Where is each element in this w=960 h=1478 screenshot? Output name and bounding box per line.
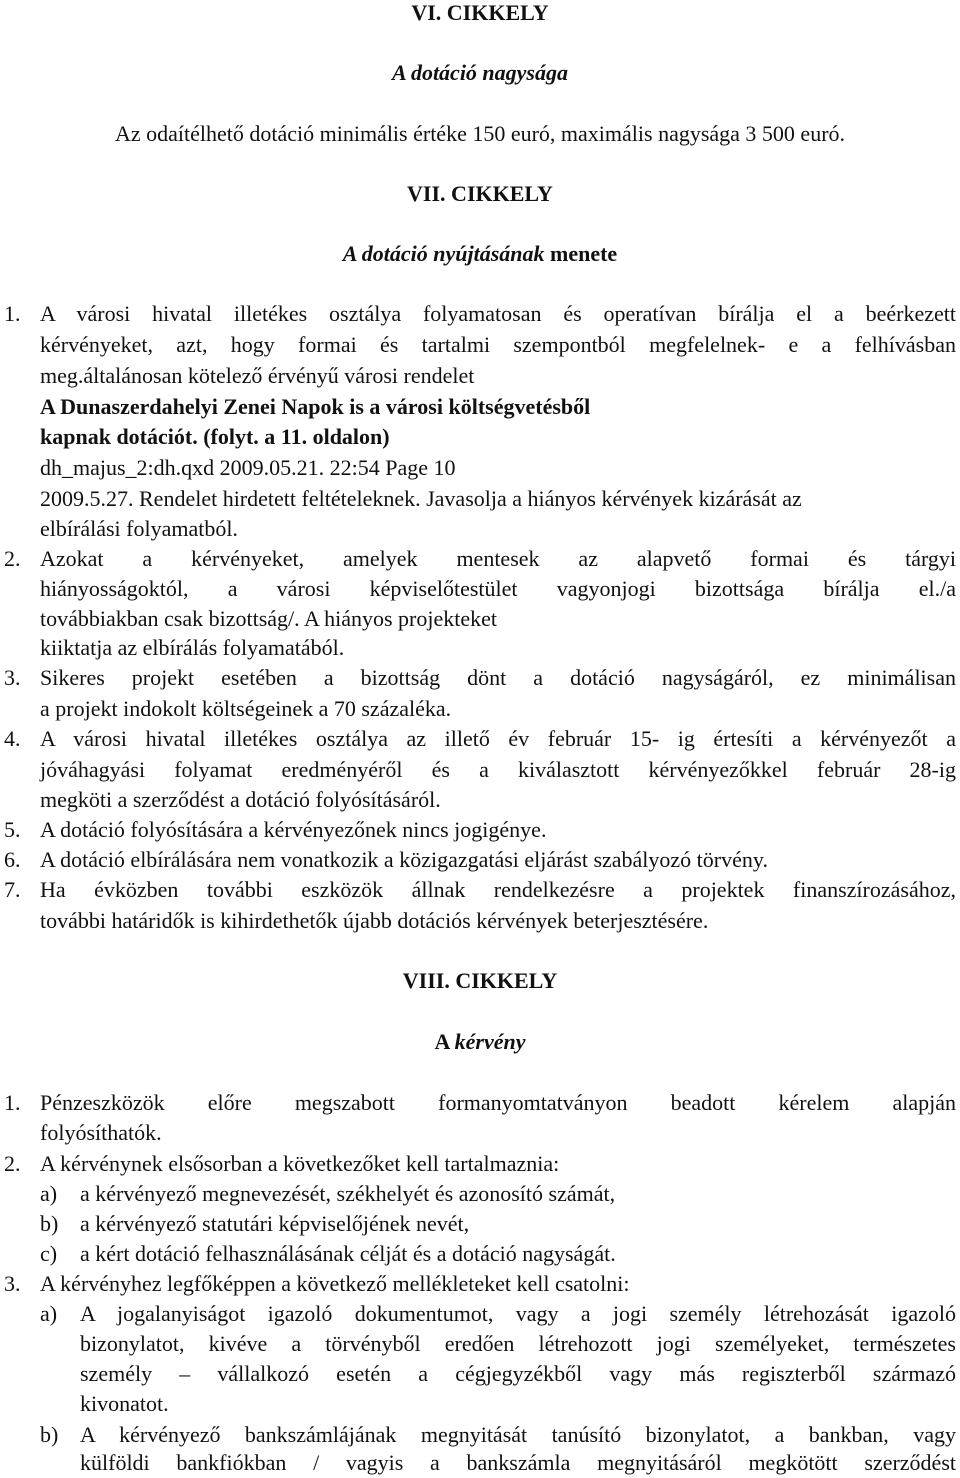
article-6-subheading: A dotáció nagysága	[391, 60, 568, 85]
article-7-subheading-italic: A dotáció nyújtásának	[342, 241, 545, 266]
art8-p3-item-b-line1: b) A kérvényező bankszámlájának megnyitását tanúsító bizonylatot, a bankban, vagy	[0, 1420, 960, 1450]
art7-p7-line1: 7. Ha évközben további eszközök állnak rendelkezésre a projektek finanszírozásához,	[0, 875, 960, 905]
art8-p3-item-a-line2: bizonylatot, kivéve a törvényből eredően létrehozott jogi személyeket, természetes	[80, 1331, 956, 1356]
art8-p3-item-a-label: a)	[40, 1301, 58, 1326]
article-7-subheading-plain: menete	[544, 241, 618, 266]
art7-p1-line7: 2009.5.27. Rendelet hirdetett feltételeknek. Javasolja a hiányos kérvények kizárását az	[40, 486, 802, 511]
art7-p6-line1: 6. A dotáció elbírálására nem vonatkozik a közigazgatási eljárást szabályozó törvény.	[0, 845, 960, 875]
art8-p3-item-a-line3: személy – vállalkozó esetén a cégjegyzékből vagy más regiszterből származó	[80, 1361, 956, 1386]
art7-p7-line2: további határidők is kihirdethetők újabb dotációs kérvények beterjesztésére.	[40, 908, 709, 933]
art7-p7-number: 7.	[4, 877, 21, 902]
art7-p1-number: 1.	[4, 301, 21, 326]
art8-p3-item-b-label: b)	[40, 1422, 59, 1447]
art7-p6-number: 6.	[4, 847, 21, 872]
article-6-text: Az odaítélhető dotáció minimális értéke 150 euró, maximális nagysága 3 500 euró.	[114, 121, 846, 146]
article-7-subheading	[0, 239, 960, 269]
art7-p3-number: 3.	[4, 665, 21, 690]
art8-p1-line2: folyósíthatók.	[40, 1120, 162, 1145]
art8-p3-item-a-line4: kivonatot.	[80, 1391, 169, 1416]
article-7-heading: VII. CIKKELY	[407, 181, 553, 206]
art7-p1-line8: elbírálási folyamatból.	[40, 516, 238, 541]
art7-p4-number: 4.	[4, 726, 21, 751]
art8-p3-item-a-line1: a) A jogalanyiságot igazoló dokumentumot, vagy a jogi személy létrehozását igazoló	[0, 1299, 960, 1329]
embedded-file-info: dh_majus_2:dh.qxd 2009.05.21. 22:54 Page 10	[40, 455, 456, 480]
art8-p3-line1: 3. A kérvényhez legfőképpen a következő mellékleteket kell csatolni:	[0, 1269, 960, 1299]
art8-p2-item-c-label: c)	[40, 1241, 58, 1266]
embedded-note-text: általánosan kötelező érvényű városi rendelet	[83, 363, 475, 388]
art7-p4-line3: megköti a szerződést a dotáció folyósításáról.	[40, 787, 441, 812]
art7-p2-line1: 2. Azokat a kérvényeket, amelyek mentesek az alapvető formai és tárgyi	[0, 544, 960, 574]
art8-p1-number: 1.	[4, 1090, 21, 1115]
article-8-subheading-italic: kérvény	[454, 1029, 526, 1054]
art7-p2-line4: kiiktatja az elbírálás folyamatából.	[40, 635, 345, 660]
article-8-heading: VIII. CIKKELY	[402, 968, 558, 993]
art7-p3-line1: 3. Sikeres projekt esetében a bizottság dönt a dotáció nagyságáról, ez minimálisan	[0, 663, 960, 693]
art8-p2-number: 2.	[4, 1151, 21, 1176]
art7-p2-line3: továbbiakban csak bizottság/. A hiányos projekteket	[40, 606, 498, 631]
art8-p2-item-b-label: b)	[40, 1211, 59, 1236]
art8-p1-line1: 1. Pénzeszközök előre megszabott formanyomtatványon beadott kérelem alapján	[0, 1088, 960, 1118]
art7-p1-line1: 1. A városi hivatal illetékes osztálya folyamatosan és operatívan bírálja el a beérkezett	[0, 299, 960, 329]
embedded-bold-line-2: kapnak dotációt. (folyt. a 11. oldalon)	[40, 424, 390, 449]
art7-p4-line1: 4. A városi hivatal illetékes osztálya az illető év február 15- ig értesíti a kérvényezőt a	[0, 724, 960, 754]
art8-p3-item-b-line2: külföldi bankfiókban / vagyis a bankszámla megnyitásáról megkötött szerződést	[80, 1450, 956, 1475]
art7-p1-line2: kérvényeket, azt, hogy formai és tartalmi szempontból megfelelnek- e a felhívásban	[40, 332, 956, 357]
article-6-heading: VI. CIKKELY	[411, 0, 549, 25]
art7-p2-line2: hiányosságoktól, a városi képviselőtestület vagyonjogi bizottsága bírálja el./a	[40, 576, 956, 601]
art7-p2-number: 2.	[4, 546, 21, 571]
art7-p3-line2: a projekt indokolt költségeinek a 70 százaléka.	[40, 696, 452, 721]
art8-p2-item-a: a) a kérvényező megnevezését, székhelyét és azonosító számát,	[0, 1179, 960, 1209]
art8-p3-number: 3.	[4, 1271, 21, 1296]
art8-p2-line1: 2. A kérvénynek elsősorban a következőket kell tartalmaznia:	[0, 1149, 960, 1179]
art8-p2-item-c: c) a kért dotáció felhasználásának célját és a dotáció nagyságát.	[0, 1239, 960, 1269]
art8-p2-item-b: b) a kérvényező statutári képviselőjének nevét,	[0, 1209, 960, 1239]
art7-p4-line2: jóváhagyási folyamat eredményéről és a kiválasztott kérvényezőkkel február 28-ig	[40, 757, 956, 782]
art7-p5-number: 5.	[4, 817, 21, 842]
embedded-bold-line-1: A Dunaszerdahelyi Zenei Napok is a városi költségvetésből	[40, 394, 591, 419]
art7-p1-line3: meg.általánosan kötelező érvényű városi rendelet	[40, 363, 475, 388]
article-8-subheading-plain: A	[434, 1029, 455, 1054]
art7-p5-line1: 5. A dotáció folyósítására a kérvényezőnek nincs jogigénye.	[0, 815, 960, 845]
article-8-subheading	[0, 1027, 960, 1057]
art8-p2-item-a-label: a)	[40, 1181, 58, 1206]
